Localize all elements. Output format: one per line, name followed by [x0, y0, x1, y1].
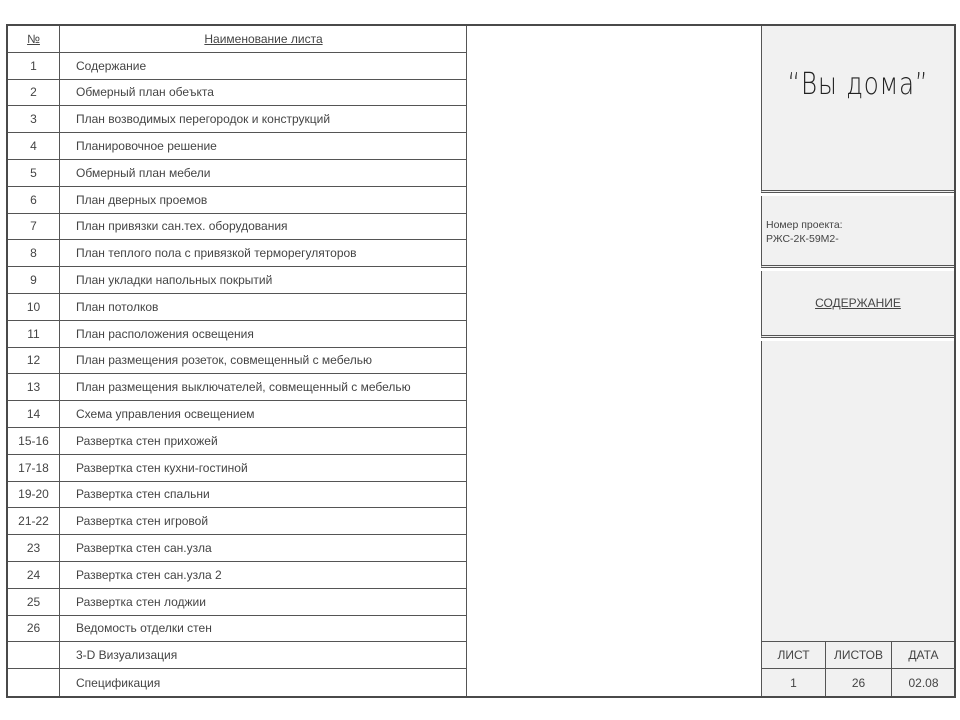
- row-number: 7: [8, 214, 60, 240]
- row-sheet-name: План укладки напольных покрытий: [76, 273, 273, 288]
- empty-title-area: [761, 341, 954, 642]
- row-sheet-name: Спецификация: [76, 675, 161, 690]
- row-sheet-name: План дверных проемов: [76, 192, 208, 207]
- sheet-label: ЛИСТ: [762, 642, 826, 669]
- column-header-name: Наименование листа: [204, 31, 323, 46]
- row-sheet-name: План размещения выключателей, совмещенный с мебелью: [76, 380, 411, 395]
- row-number: 14: [8, 401, 60, 427]
- row-number: [8, 669, 60, 696]
- table-row: [8, 53, 467, 80]
- date-label: ДАТА: [892, 642, 955, 669]
- contents-table: [8, 26, 467, 696]
- row-sheet-name: Схема управления освещением: [76, 407, 255, 422]
- table-row: [8, 240, 467, 267]
- sheet-value: 1: [762, 669, 826, 696]
- row-number: 21-22: [8, 508, 60, 534]
- project-number-label: Номер проекта:: [766, 219, 843, 231]
- row-number: 25: [8, 589, 60, 615]
- table-header-row: [8, 26, 467, 53]
- sheet-title: СОДЕРЖАНИЕ: [815, 296, 901, 310]
- table-row: [8, 589, 467, 616]
- project-number-value: РЖС-2К-59М2-: [766, 233, 839, 245]
- row-sheet-name: План потолков: [76, 299, 159, 314]
- row-sheet-name: Развертка стен кухни-гостиной: [76, 460, 248, 475]
- table-row: [8, 106, 467, 133]
- company-logo: “Вы дома”: [787, 66, 929, 102]
- column-header-number: №: [8, 26, 60, 52]
- table-row: [8, 267, 467, 294]
- table-row: [8, 401, 467, 428]
- row-sheet-name: План возводимых перегородок и конструкций: [76, 112, 331, 127]
- row-sheet-name: Развертка стен спальни: [76, 487, 210, 502]
- table-row: [8, 562, 467, 589]
- row-sheet-name: План привязки сан.тех. оборудования: [76, 219, 288, 234]
- table-row: [8, 160, 467, 187]
- row-sheet-name: Планировочное решение: [76, 139, 217, 154]
- table-row: [8, 133, 467, 160]
- sheets-label: ЛИСТОВ: [826, 642, 892, 669]
- row-sheet-name: Развертка стен сан.узла 2: [76, 567, 222, 582]
- row-number: 12: [8, 348, 60, 374]
- title-block: [761, 26, 954, 696]
- table-row: [8, 348, 467, 375]
- row-number: 5: [8, 160, 60, 186]
- sheet-meta: [761, 642, 954, 696]
- table-row: [8, 187, 467, 214]
- row-sheet-name: Содержание: [76, 58, 147, 73]
- table-row: [8, 642, 467, 669]
- row-sheet-name: Развертка стен игровой: [76, 514, 209, 529]
- table-row: [8, 616, 467, 643]
- table-row: [8, 535, 467, 562]
- row-number: 2: [8, 80, 60, 106]
- sheet-title-box: [761, 271, 954, 338]
- row-sheet-name: План расположения освещения: [76, 326, 254, 341]
- date-value: 02.08: [908, 675, 939, 690]
- table-row: [8, 214, 467, 241]
- row-number: 6: [8, 187, 60, 213]
- row-sheet-name: Развертка стен прихожей: [76, 433, 218, 448]
- row-sheet-name: Развертка стен сан.узла: [76, 541, 212, 556]
- project-number-box: [761, 196, 954, 268]
- row-number: 3: [8, 106, 60, 132]
- table-row: [8, 428, 467, 455]
- row-sheet-name: Обмерный план обеъкта: [76, 85, 214, 100]
- row-number: 13: [8, 374, 60, 400]
- row-number: 9: [8, 267, 60, 293]
- table-row: [8, 80, 467, 107]
- row-number: 4: [8, 133, 60, 159]
- row-number: 10: [8, 294, 60, 320]
- row-sheet-name: Обмерный план мебели: [76, 165, 211, 180]
- row-number: 26: [8, 616, 60, 642]
- row-sheet-name: Развертка стен лоджии: [76, 594, 206, 609]
- logo-box: [761, 26, 954, 193]
- row-number: [8, 642, 60, 668]
- table-row: [8, 669, 467, 696]
- row-sheet-name: План размещения розеток, совмещенный с мебелью: [76, 353, 372, 368]
- table-row: [8, 508, 467, 535]
- sheets-value: 26: [826, 669, 892, 696]
- row-number: 23: [8, 535, 60, 561]
- row-number: 24: [8, 562, 60, 588]
- row-number: 19-20: [8, 482, 60, 508]
- table-row: [8, 321, 467, 348]
- table-row: [8, 482, 467, 509]
- row-number: 1: [8, 53, 60, 79]
- row-number: 8: [8, 240, 60, 266]
- row-number: 11: [8, 321, 60, 347]
- row-sheet-name: План теплого пола с привязкой терморегуляторов: [76, 246, 357, 261]
- table-row: [8, 455, 467, 482]
- drawing-sheet: [6, 24, 956, 698]
- row-number: 17-18: [8, 455, 60, 481]
- row-sheet-name: 3-D Визуализация: [76, 648, 178, 663]
- row-sheet-name: Ведомость отделки стен: [76, 621, 212, 636]
- table-row: [8, 294, 467, 321]
- table-row: [8, 374, 467, 401]
- row-number: 15-16: [8, 428, 60, 454]
